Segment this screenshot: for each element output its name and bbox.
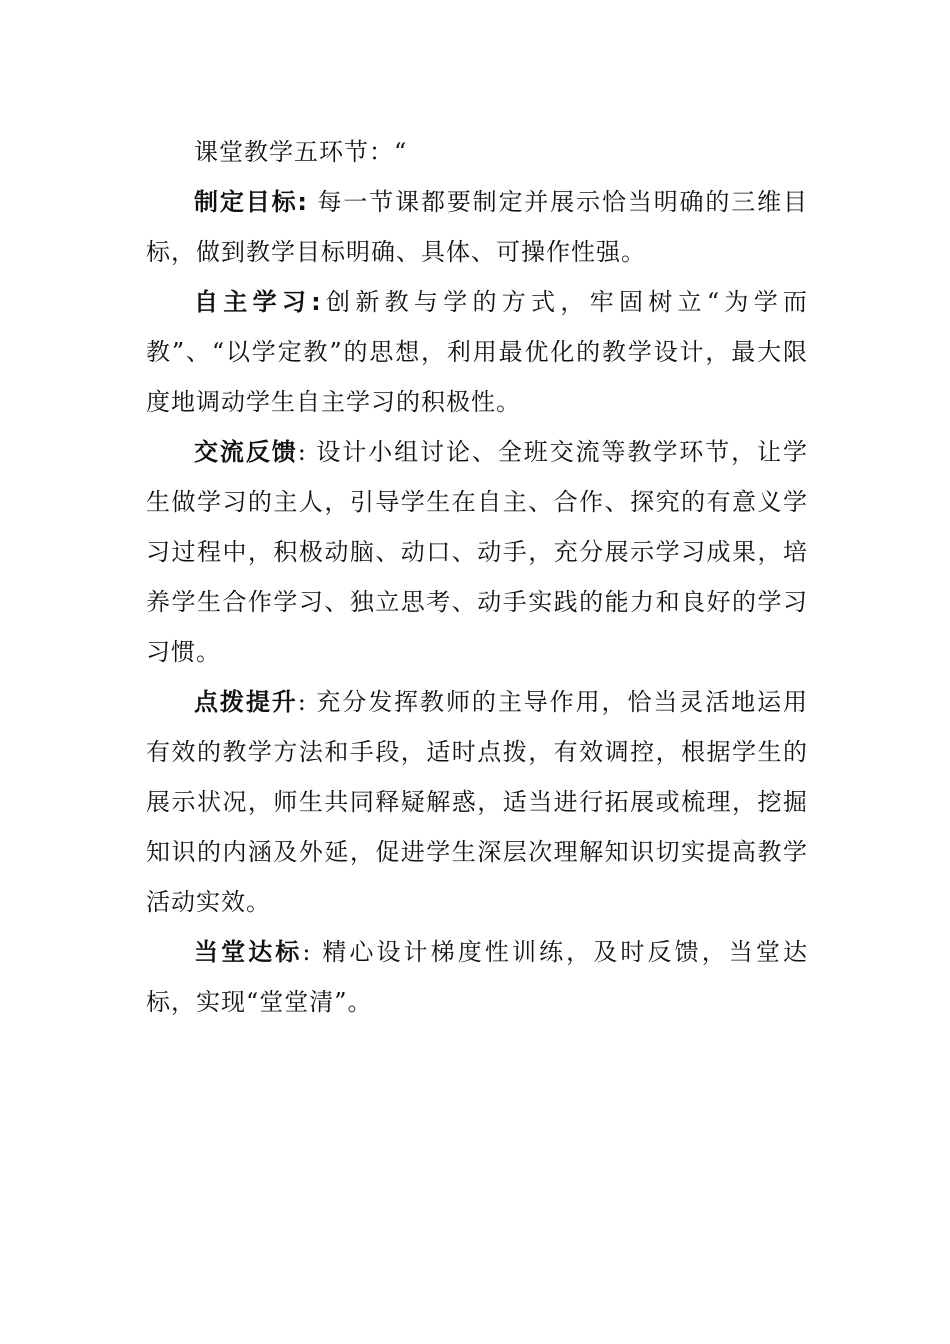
section-text-goals: 每一节课都要制定并展示恰当明确的三维目标，做到教学目标明确、具体、可操作性强。 [146, 188, 808, 266]
document-body [146, 127, 808, 1027]
section-text-guidance: : 充分发挥教师的主导作用，恰当灵活地运用有效的教学方法和手段，适时点拨，有效调控，根据学生的展示状况，师生共同释疑解惑，适当进行拓展或梳理，挖掘知识的内涵及外延，促进学生深层次理解知识切实提高教学活动实效。 [146, 688, 808, 916]
section-term-assessment: 当堂达标 [194, 938, 303, 966]
section-text-feedback: : 设计小组讨论、全班交流等教学环节，让学生做学习的主人，引导学生在自主、合作、探究的有意义学习过程中，积极动脑、动口、动手，充分展示学习成果，培养学生合作学习、独立思考、动手实践的能力和良好的学习习惯。 [146, 438, 808, 666]
section-text-self-study: 创新教与学的方式，牢固树立“为学而教”、“以学定教”的思想，利用最优化的教学设计，最大限度地调动学生自主学习的积极性。 [146, 288, 808, 416]
section-paragraph-guidance [146, 677, 808, 927]
section-term-feedback: 交流反馈 [194, 438, 298, 466]
section-term-self-study: 自主学习: [194, 288, 322, 316]
intro-paragraph [146, 127, 808, 177]
section-term-goals: 制定目标: [194, 188, 309, 216]
section-paragraph-self-study [146, 277, 808, 427]
section-paragraph-goals [146, 177, 808, 277]
section-text-assessment: : 精心设计梯度性训练，及时反馈，当堂达标，实现“堂堂清”。 [146, 938, 809, 1016]
section-paragraph-feedback [146, 427, 808, 677]
intro-text: 课堂教学五环节：“ [194, 138, 408, 166]
section-term-guidance: 点拨提升 [194, 688, 298, 716]
section-paragraph-assessment [146, 927, 808, 1027]
